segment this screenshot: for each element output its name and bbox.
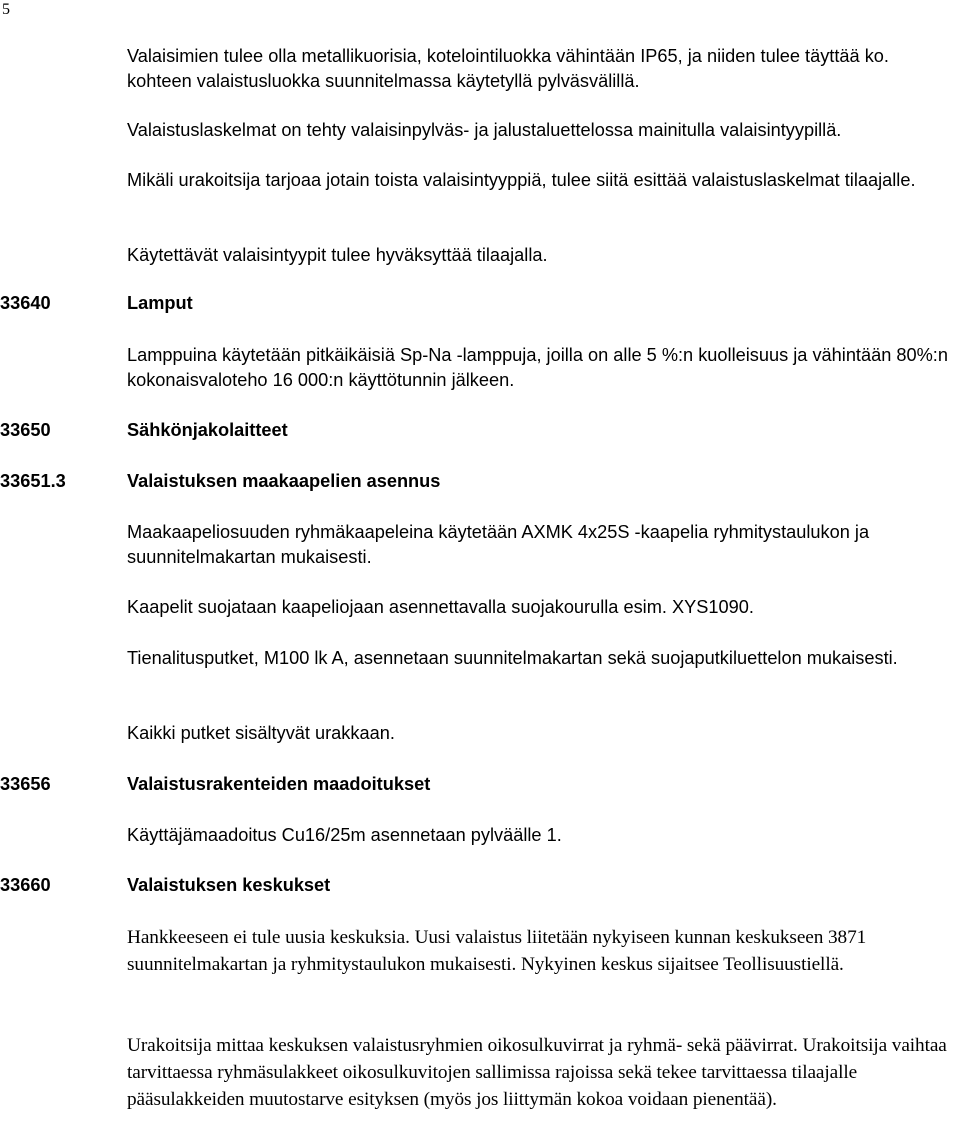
intro-paragraph: Valaisimien tulee olla metallikuorisia, kotelointiluokka vähintään IP65, ja niiden tulee täyttää ko. kohteen valaistusluokka suunnitelmassa käytetyllä pylväsvälillä. bbox=[127, 46, 889, 91]
section-number: 33640 bbox=[0, 293, 51, 313]
section-paragraph: Tienalitusputket, M100 lk A, asennetaan suunnitelmakartan sekä suojaputkiluettelon mukaisesti. bbox=[127, 648, 898, 668]
intro-paragraph: Mikäli urakoitsija tarjoaa jotain toista valaisintyyppiä, tulee siitä esittää valaistuslaskelmat tilaajalle. bbox=[127, 170, 916, 190]
section-number: 33656 bbox=[0, 774, 51, 794]
section-title: Valaistuksen keskukset bbox=[127, 875, 331, 895]
section-number: 33650 bbox=[0, 420, 51, 440]
section-title: Sähkönjakolaitteet bbox=[127, 420, 288, 440]
section-paragraph: Urakoitsija mittaa keskuksen valaistusryhmien oikosulkuvirrat ja ryhmä- sekä päävirrat. Urakoitsija vaihtaa tarvittaessa ryhmäsulakkeet oikosulkuvitojen sallimissa rajoissa sekä tekee tarvittaessa tilaajalle pääsulakkeiden muutostarve esityksen (myös jos liittymän kokoa voidaan pienentää). bbox=[127, 1035, 947, 1110]
section-title: Valaistuksen maakaapelien asennus bbox=[127, 471, 441, 491]
intro-paragraph: Käytettävät valaisintyypit tulee hyväksyttää tilaajalla. bbox=[127, 245, 548, 265]
section-paragraph: Käyttäjämaadoitus Cu16/25m asennetaan pylväälle 1. bbox=[127, 825, 562, 845]
section-number: 33651.3 bbox=[0, 471, 66, 491]
section-paragraph: Lamppuina käytetään pitkäikäisiä Sp-Na -lamppuja, joilla on alle 5 %:n kuolleisuus ja vähintään 80%:n kokonaisvaloteho 16 000:n käyttötunnin jälkeen. bbox=[127, 345, 948, 390]
section-number: 33660 bbox=[0, 875, 51, 895]
page-number: 5 bbox=[2, 1, 10, 18]
section-paragraph: Hankkeeseen ei tule uusia keskuksia. Uusi valaistus liitetään nykyiseen kunnan keskukseen 3871 suunnitelmakartan ja ryhmitystaulukon mukaisesti. Nykyinen keskus sijaitsee Teollisuustiellä. bbox=[127, 927, 867, 975]
section-paragraph: Kaapelit suojataan kaapeliojaan asennettavalla suojakourulla esim. XYS1090. bbox=[127, 597, 754, 617]
section-paragraph: Maakaapeliosuuden ryhmäkaapeleina käytetään AXMK 4x25S -kaapelia ryhmitystaulukon ja suunnitelmakartan mukaisesti. bbox=[127, 522, 870, 567]
section-title: Lamput bbox=[127, 293, 193, 313]
intro-paragraph: Valaistuslaskelmat on tehty valaisinpylväs- ja jalustaluettelossa mainitulla valaisintyypillä. bbox=[127, 120, 842, 140]
section-title: Valaistusrakenteiden maadoitukset bbox=[127, 774, 431, 794]
section-paragraph: Kaikki putket sisältyvät urakkaan. bbox=[127, 723, 395, 743]
